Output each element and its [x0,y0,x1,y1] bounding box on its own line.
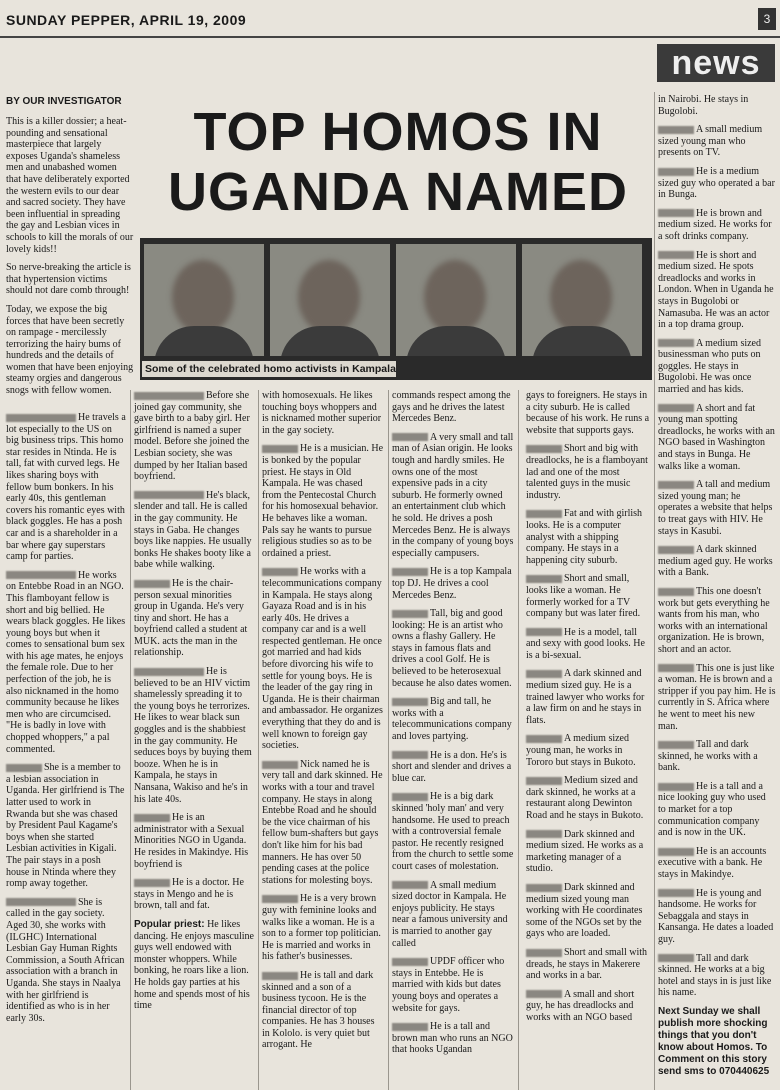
redacted-name [6,764,42,772]
profile-entry: Dark skinned and medium sized. He works as a marketing manager of a studio. [526,828,644,875]
redacted-name [658,126,694,134]
redacted-name [658,168,694,176]
profile-entry: He works on Entebbe Road in an NGO. This flamboyant fellow is short and big bellied. He wears black goggles. He likes young boys but when it comes to sensational bum sex with his age mates, he enjoys the female role. Due to her perfection of the job, he is also nicknamed in the homo community because he likes men who are circumcised. "He is badly in love with chopped whoppers," a pal commented. [6,569,126,755]
profile-entry: A medium sized young man, he works in Tororo but stays in Bukoto. [526,733,636,768]
subhead-popular-priest: Popular priest: [134,918,205,930]
intro-column [6,116,134,404]
redacted-name [658,546,694,554]
profile-entry: A small and short guy, he has dreadlocks and works with an NGO based [526,988,635,1023]
photo-1 [144,244,264,356]
profile-entry: Before she joined gay community, she gave birth to a baby girl. Her girlfriend is named a super model. Before she joined the Lesbian society, she was dumped by her Italian based boyfriend. [134,390,250,483]
profile-entry: in Nairobi. He stays in Bugolobi. [658,94,749,117]
profile-entry: He works with a telecommunications company in Kampala. He stays along Gayaza Road and is in his early 40s. He drives a company car and is a well respected gentleman. He once got married and had kids before divorcing his wife to settle for young boys. He is the leader of the gay ring in Uganda. He is their chairman and ambassador. He organizes everything that they do and is well known to foreign gay societies. [262,566,383,752]
profile-entry: He is a doctor. He stays in Mengo and he is brown, tall and fat. [134,877,244,912]
profile-entry: She is called in the gay society. Aged 30, she works with (ILGHC) International Lesbian Gay Human Rights Commission, a South African association with a branch in Uganda. She stays in Naalya with her girlfriend is identified as who is in her early 30s. [6,896,125,1024]
profile-entry: A small medium sized doctor in Kampala. He enjoys publicity. He stays near a famous university and is married to another gay called [392,879,508,949]
footer-note: Next Sunday we shall publish more shocking things that you don't know about Homos. To Comment on this story send sms to 070440625 [658,1005,770,1077]
profile-entry: He is a don. He's is short and slender and drives a blue car. [392,749,512,784]
profile-entry: Nick named he is very tall and dark skinned. He works with a tour and travel company. He stays in along Entebbe Road and he should be the vice chairman of his fellow bum-shafters but gays don't like him for his bad manners. He has over 50 pending cases at the police stations for molesting boys. [262,758,383,886]
article-column-4 [392,390,514,1063]
redacted-name [658,741,694,749]
redacted-name [392,1023,428,1031]
redacted-name [262,972,298,980]
profile-entry: Dark skinned and medium sized young man working with He coordinates some of the NGOs set by the gays who are loaded. [526,881,643,940]
byline: BY OUR INVESTIGATOR [6,96,122,107]
profile-entry: A very small and tall man of Asian origin. He looks tough and hardly smiles. He owns one of the most expensive pads in a city suburb. He formerly owned an entertainment club which he sold. He drives a posh Mercedes Benz. He is always in the company of young boys especially campusers. [392,431,514,559]
profile-entry: He is a musician. He is bonked by the popular priest. He stays in Old Kampala. He was chased from the Pentecostal Church for his homosexual behavior. He behaves like a woman. Pals say he wants to pursue religious studies so as to be ordained a priest. [262,443,384,559]
profile-entry: gays to foreigners. He stays in a city suburb. He is called because of his work. He runs a website that supports gays. [526,390,650,436]
redacted-name [526,510,562,518]
redacted-name [262,895,298,903]
photo-2 [270,244,390,356]
masthead-rule [0,36,780,38]
redacted-name [658,404,694,412]
profile-entry: He is short and medium sized. He spots dreadlocks and works in London. When in Uganda he stays in Bugolobi or Namasuba. He was an actor in a top drama group. [658,249,774,331]
redacted-name [658,664,694,672]
redacted-name [658,954,694,962]
profile-entry: He is the chair-person sexual minorities group in Uganda. He's very tiny and short. He has a boyfriend called a student at MUK. acts the man in the relationship. [134,577,248,659]
profile-entry: He is a model, tall and sexy with good looks. He is a bi-sexual. [526,626,645,661]
profile-entry: He is tall and dark skinned and a son of a business tycoon. He is the financial director of top companies. He has 3 houses in Kololo. is very quiet but arrogant. He [262,969,375,1051]
profile-entry: This one is just like a woman. He is brown and a stripper if you pay him. He is currently in S. Africa where he went to meet his new man. [658,662,776,732]
paper-name-date: SUNDAY PEPPER, APRIL 19, 2009 [6,12,247,28]
column-divider [654,92,655,1090]
redacted-name [262,445,298,453]
profile-entry: He is an accounts executive with a bank. He stays in Makindye. [658,845,767,881]
profile-entry: She is a member to a lesbian association in Uganda. Her girlfriend is The latter used to work in Rwanda but she was chased by President Paul Kagame's boys when she started Lesbian activities in Kigali. The pair stays in a posh house in Ntinda where they romp away together. [6,762,125,890]
redacted-name [526,575,562,583]
redacted-name [526,628,562,636]
redacted-name [392,433,428,441]
profile-entry: Popular priest: He likes dancing. He enjoys masculine guys well endowed with monster whoppers. While bonking, he roars like a lion. He holds gay parties at his home and spends most of his time [134,918,254,1012]
profile-entry: Tall and dark skinned, he works with a bank. [658,739,758,774]
profile-entry: He is brown and medium sized. He works for a soft drinks company. [658,207,772,242]
redacted-name [658,588,694,596]
profile-entry: Short and big with dreadlocks, he is a flamboyant lad and one of the most talented guys in the music industry. [526,443,648,501]
redacted-name [262,761,298,769]
profile-entry: UPDF officer who stays in Entebbe. He is married with kids but dates young boys and operates a website for gays. [392,956,505,1014]
profile-entry: He travels a lot especially to the US on big business trips. This homo star resides in Ntinda. He is tall, fat with curved legs. He likes sharing boys with fellow bum bonkers. In his early 40s, this gentleman covers his romantic eyes with black goggles. He has a posh car and is a shareholder in a bar where gay superstars camp for parties. [6,412,126,563]
section-tag: news [657,44,775,82]
redacted-name [526,884,562,892]
article-column-5 [526,390,650,1031]
profile-entry: He is believed to be an HIV victim shamelessly spreading it to the young boys he terrorizes. He likes to wear black sun goggles and is the shabbiest in the gay community. He seduces boys by buying them booze. When he is in Kampala, he stays in Nansana, Wakiso and he's in his late 40s. [134,666,252,805]
redacted-name [392,793,428,801]
column-divider [258,390,259,1090]
column-divider [518,390,519,1090]
redacted-name [658,481,694,489]
redacted-name [134,814,170,822]
article-column-6 [658,94,776,1085]
column-divider [130,390,131,1090]
article-column-2 [134,390,254,1019]
redacted-name [658,339,694,347]
redacted-name [134,879,170,887]
headline: TOP HOMOS IN UGANDA NAMED [168,102,628,222]
redacted-name [392,610,428,618]
redacted-name [526,445,562,453]
profile-entry: Big and tall, he works with a telecommunications company and loves partying. [392,696,512,743]
redacted-name [134,668,204,676]
profile-entry: Short and small with dreads, he stays in Makerere and works in a bar. [526,946,648,982]
profile-entry: This one doesn't work but gets everything he wants from his man, who works with an international organization. He is brown, short and an actor. [658,585,770,655]
photo-3 [396,244,516,356]
masthead [0,0,780,40]
redacted-name [526,777,562,785]
redacted-name [526,670,562,678]
redacted-name [392,881,428,889]
redacted-name [6,898,76,906]
redacted-name [134,491,204,499]
redacted-name [392,568,428,576]
intro-paragraph: This is a killer dossier; a heat-pounding and sensational masterpiece that largely exposes Uganda's shameless men and unabashed women that have deliberately exported the western evils to our dear and sacred society. They have been influential in spreading the gay and Lesbian vices in schools to kill the morals of our lovely kids!! [6,116,134,255]
redacted-name [526,990,562,998]
intro-paragraph: Today, we expose the big forces that have been secretly on rampage - mercilessly terrorizing the hairy bums of hundreds and the details of women that have been enjoying steamy orgies and dangerous snogs with fellow women. [6,303,134,397]
redacted-name [658,848,694,856]
profile-entry: A short and fat young man spotting dreadlocks, he works with an NGO based in Washington and stays in Bunga. He walks like a woman. [658,402,775,472]
profile-entry: He is an administrator with a Sexual Minorities NGO in Uganda. He resides in Makindye. His boyfriend is [134,812,249,870]
profile-entry: with homosexuals. He likes touching boys whoppers and is nicknamed mother superior in the gay society. [262,390,382,436]
profile-entry: He is a very brown guy with feminine looks and walks like a woman. He is a son to a former top politician. He is married and works in his father's businesses. [262,893,381,963]
profile-entry: He is a tall and brown man who runs an NGO that hooks Ugandan [392,1021,513,1056]
photo-caption: Some of the celebrated homo activists in Kampala [142,361,396,377]
redacted-name [392,698,428,706]
redacted-name [6,571,76,579]
page-number: 3 [758,8,776,30]
profile-entry: A tall and medium sized young man; he operates a website that helps to treat gays with HIV. He stays in Kasubi. [658,479,773,537]
profile-entry: He's black, slender and tall. He is called in the gay community. He stays in Gaba. He changes boys like nappies. He usually bonks He shakes booty like a babe while walking. [134,489,252,571]
redacted-name [392,958,428,966]
redacted-name [392,751,428,759]
profile-entry: A dark skinned medium aged guy. He works with a Bank. [658,544,773,579]
redacted-name [526,949,562,957]
profile-entry: He is a medium sized guy who operated a bar in Bunga. [658,165,775,201]
profile-entry: He is a big dark skinned 'holy man' and very handsome. He used to preach with a controversial female pastor. He recently resigned from the church to settle some court cases of molestation. [392,791,514,872]
profile-entry: He is a tall and a nice looking guy who used to market for a top communication company and is now in the UK. [658,780,766,839]
profile-entry: Tall, big and good looking: He is an artist who owns a flashy Gallery. He stays in famous flats and drives a cool Golf. He is believed to be heterosexual because he also dates women. [392,608,512,689]
profile-entry: He is young and handsome. He works for Sebaggala and stays in Kansanga. He dates a loaded guy. [658,887,774,945]
profile-entry: Medium sized and dark skinned, he works at a restaurant along Dewinton Road and he stays in Bukoto. [526,775,644,821]
profile-entry: Fat and with girlish looks. He is a computer analyst with a shipping company. He stays in a happening city suburb. [526,508,643,566]
article-column-3 [262,390,384,1058]
intro-paragraph: So nerve-breaking the article is that hypertension victims should not dare comb through! [6,262,131,297]
redacted-name [526,735,562,743]
redacted-name [658,251,694,259]
photo-4 [522,244,642,356]
profile-entry: commands respect among the gays and he drives the latest Mercedes Benz. [392,390,511,425]
profile-entry: He is a top Kampala top DJ. He drives a cool Mercedes Benz. [392,566,512,601]
redacted-name [134,392,204,400]
profile-entry: A small medium sized young man who presents on TV. [658,124,763,159]
redacted-name [658,783,694,791]
redacted-name [6,414,76,422]
redacted-name [526,830,562,838]
profile-entry: Tall and dark skinned. He works at a big hotel and stays in is just like his name. [658,952,772,999]
redacted-name [658,209,694,217]
redacted-name [658,889,694,897]
redacted-name [262,568,298,576]
profile-entry: A dark skinned and medium sized guy. He is a trained lawyer who works for a law firm on and he stays in flats. [526,668,645,726]
redacted-name [134,580,170,588]
article-column-1 [6,412,126,1031]
profile-entry: Short and small, looks like a woman. He formerly worked for a TV company but was later fired. [526,573,641,620]
column-divider [388,390,389,1090]
profile-entry: A medium sized businessman who puts on goggles. He stays in Bugolobi. He was once married and has kids. [658,337,761,396]
photo-strip [140,238,652,380]
